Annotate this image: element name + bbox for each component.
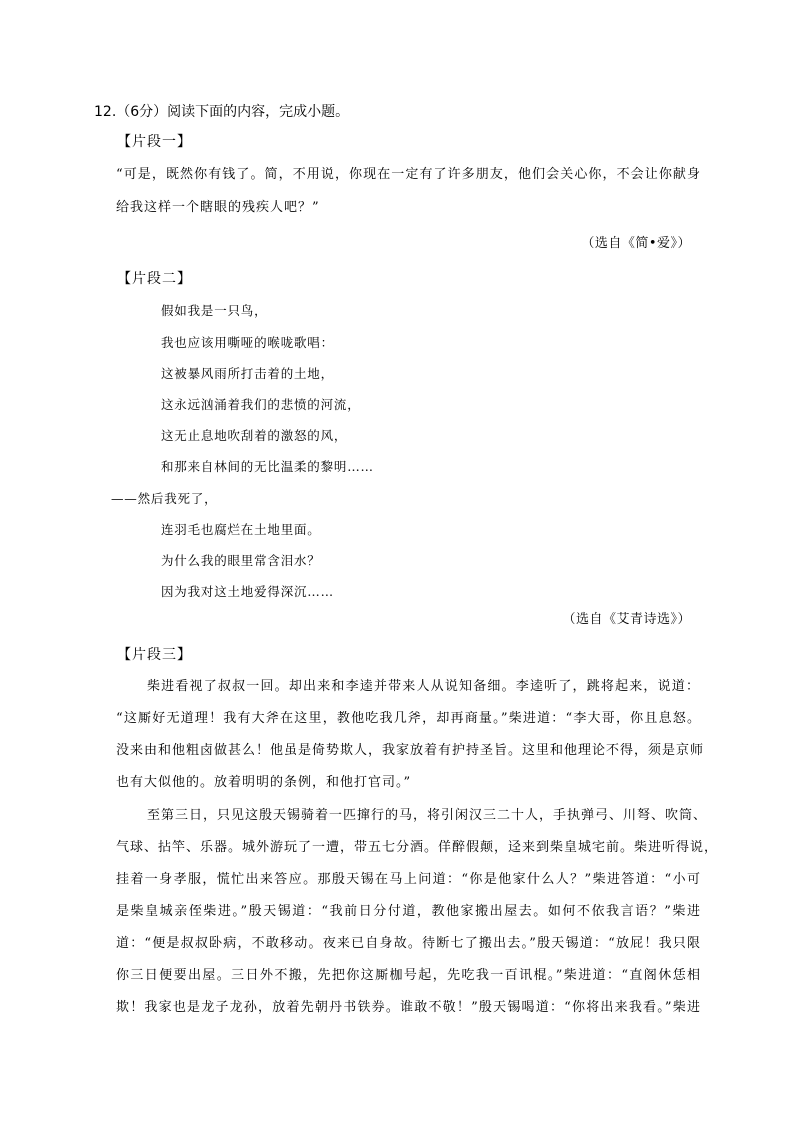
- fragment2-label: 【片段二】: [117, 271, 192, 287]
- fragment3-label: 【片段三】: [117, 647, 192, 663]
- poem-line-3: 这被暴风雨所打击着的土地，: [161, 366, 334, 381]
- fragment3-line-5: 至第三日，只见这殷天锡骑着一匹撺行的马，将引闲汉三二十人，手执弹弓、川弩、吹筒、: [147, 808, 708, 823]
- fragment3-line-11: 欺！我家也是龙子龙孙，放着先朝丹书铁券。谁敢不敬！”殷天锡喝道：“你将出来我看。”柴进: [116, 1000, 701, 1015]
- fragment1-label: 【片段一】: [117, 134, 192, 150]
- fragment3-line-4: 也有大似他的。放着明明的条例，和他打官司。”: [116, 775, 412, 790]
- poem-line-6: 和那来自林间的无比温柔的黎明……: [161, 459, 374, 474]
- fragment3-line-6: 气球、拈竿、乐器。城外游玩了一遭，带五七分酒。佯醉假颠，迳来到柴皇城宅前。柴进听得说，: [116, 840, 719, 855]
- fragment1-line-1: “可是，既然你有钱了。简，不用说，你现在一定有了许多朋友，他们会关心你，不会让你献身: [116, 167, 701, 182]
- poem-line-4: 这永远汹涌着我们的悲愤的河流，: [161, 397, 361, 412]
- question-title: 12.（6分）阅读下面的内容，完成小题。: [94, 104, 350, 120]
- fragment3-line-2: “这厮好无道理！我有大斧在这里，教他吃我几斧，却再商量。”柴进道：“李大哥，你且息怒。: [116, 711, 701, 726]
- fragment3-line-3: 没来由和他粗卤做甚么！他虽是倚势欺人，我家放着有护持圣旨。这里和他理论不得，须是京师: [116, 743, 705, 758]
- fragment2-source: （选自《艾青诗选》）: [562, 612, 691, 627]
- fragment1-line-2: 给我这样一个瞎眼的残疾人吧？”: [116, 200, 320, 215]
- fragment3-line-10: 你三日便要出屋。三日外不搬，先把你这厮枷号起，先吃我一百讯棍。”柴进道：“直阁休恁相: [116, 968, 701, 983]
- fragment3-line-7: 挂着一身孝服，慌忙出来答应。那殷天锡在马上问道：“你是他家什么人？”柴进答道：“小可: [116, 872, 701, 887]
- fragment3-line-9: 道：“便是叔叔卧病，不敢移动。夜来已自身故。待断七了搬出去。”殷天锡道：“放屁！我只限: [116, 936, 701, 951]
- poem-line-1: 假如我是一只鸟，: [161, 303, 268, 318]
- fragment3-line-1: 柴进看视了叔叔一回。却出来和李逵并带来人从说知备细。李逵听了，跳将起来，说道：: [147, 679, 700, 694]
- fragment3-line-8: 是柴皇城亲侄柴进。”殷天锡道：“我前日分付道，教他家搬出屋去。如何不依我言语？”柴进: [116, 904, 701, 919]
- poem-line-5: 这无止息地吹刮着的激怒的风，: [161, 428, 348, 443]
- poem-line-2: 我也应该用嘶哑的喉咙歌唱：: [161, 335, 334, 350]
- poem-line-8: 连羽毛也腐烂在土地里面。: [161, 522, 321, 537]
- fragment1-source: （选自《简•爱》）: [581, 236, 691, 251]
- poem-line-9: 为什么我的眼里常含泪水？: [161, 553, 321, 568]
- poem-line-10: 因为我对这土地爱得深沉……: [161, 584, 334, 599]
- poem-line-7: ——然后我死了，: [111, 491, 218, 506]
